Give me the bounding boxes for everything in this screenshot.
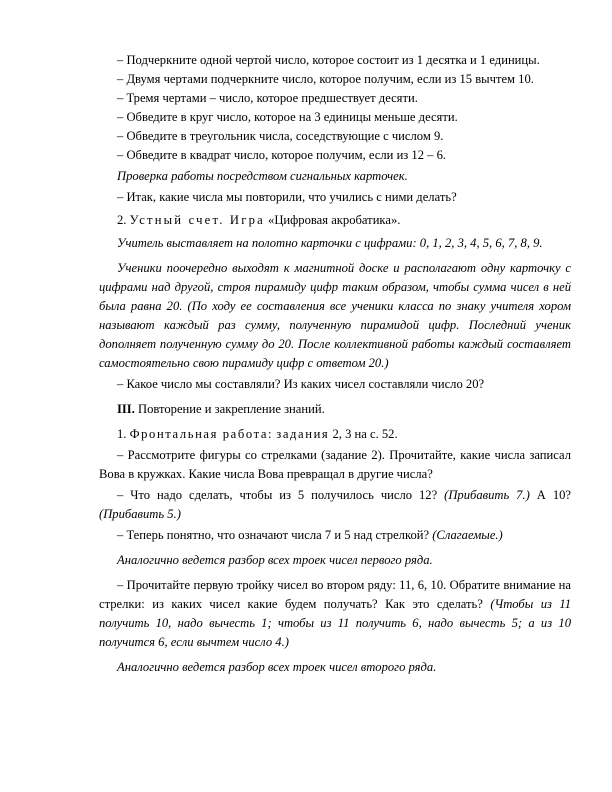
instruction-underline-two: – Двумя чертами подчеркните число, которое получим, если из 15 вычтем 10.	[117, 72, 534, 86]
question-first-triple-text: – Прочитайте первую тройку чисел во втором ряду: 11, 6, 10. Обратите внимание на стрелки: из каких чисел какие будем получать? Как это сделать?	[99, 578, 571, 611]
question-ten-text: А 10?	[536, 488, 572, 502]
instruction-triangle: – Обведите в треугольник числа, соседствующие с числом 9.	[117, 129, 444, 143]
section-title: Повторение и закрепление знаний.	[138, 402, 325, 416]
answer-first-triple: (Чтобы из 11 получить 10, надо вычесть 1; чтобы из 11 получить 6, надо вычесть 5; а из 10 получится 6, если вычтем число 4.)	[99, 597, 572, 649]
instruction-underline-three: – Тремя чертами – число, которое предшествует десяти.	[117, 91, 418, 105]
task-title: «Цифровая акробатика».	[268, 213, 401, 227]
question-arrow-numbers-text: – Теперь понятно, что означают числа 7 и 5 над стрелкой?	[117, 528, 430, 542]
question-arrow-numbers	[99, 526, 571, 545]
answer-addends: (Слагаемые.)	[432, 528, 503, 542]
document-body	[99, 51, 571, 677]
answer-add-seven: (Прибавить 7.)	[444, 488, 530, 502]
task-type: Устный счет. Игра	[129, 213, 265, 227]
section-number: III.	[117, 402, 135, 416]
answer-add-five: (Прибавить 5.)	[99, 507, 181, 521]
analog-first-row-note: Аналогично ведется разбор всех троек чисел первого ряда.	[117, 553, 433, 567]
teacher-cards-note: Учитель выставляет на полотно карточки с цифрами: 0, 1, 2, 3, 4, 5, 6, 7, 8, 9.	[117, 236, 543, 250]
question-first-triple	[99, 576, 571, 652]
analog-second-row-note: Аналогично ведется разбор всех троек чисел второго ряда.	[117, 660, 437, 674]
question-figures-arrows: – Рассмотрите фигуры со стрелками (задание 2). Прочитайте, какие числа записал Вова в кружках. Какие числа Вова превращал в другие числа?	[99, 448, 571, 481]
students-pyramid-note: Ученики поочередно выходят к магнитной доске и располагают одну карточку с цифрами над другой, строя пирамиду цифр таким образом, чтобы сумма чисел в ней была равна 20. (По ходу ее составления все ученики класса по знаку учителя хором называют каждый раз сумму, полученную пирамидой цифр. Последний ученик дополняет полученную сумму до 20. После коллективной работы каждый составляет самостоятельно свою пирамиду цифр с ответом 20.)	[99, 261, 571, 370]
instruction-square: – Обведите в квадрат число, которое получим, если из 12 – 6.	[117, 148, 447, 162]
frontal-tasks-word: задания	[276, 427, 330, 441]
task-number: 2.	[117, 213, 127, 227]
instruction-underline-one: – Подчеркните одной чертой число, которое состоит из 1 десятка и 1 единицы.	[117, 53, 540, 67]
section-heading	[99, 400, 571, 419]
check-note: Проверка работы посредством сигнальных карточек.	[117, 169, 408, 183]
frontal-pages: 2, 3 на с. 52.	[332, 427, 398, 441]
task-heading-oral-count	[99, 211, 571, 230]
question-sum-twenty: – Какое число мы составляли? Из каких чисел составляли число 20?	[117, 377, 485, 391]
question-repeat: – Итак, какие числа мы повторили, что учились с ними делать?	[117, 190, 457, 204]
question-five-to-twelve-text: – Что надо сделать, чтобы из 5 получилось число 12?	[117, 488, 438, 502]
instruction-circle: – Обведите в круг число, которое на 3 единицы меньше десяти.	[117, 110, 458, 124]
frontal-number: 1.	[117, 427, 127, 441]
frontal-type: Фронтальная работа:	[129, 427, 274, 441]
question-five-to-twelve	[99, 486, 571, 524]
frontal-work-heading	[99, 425, 571, 444]
